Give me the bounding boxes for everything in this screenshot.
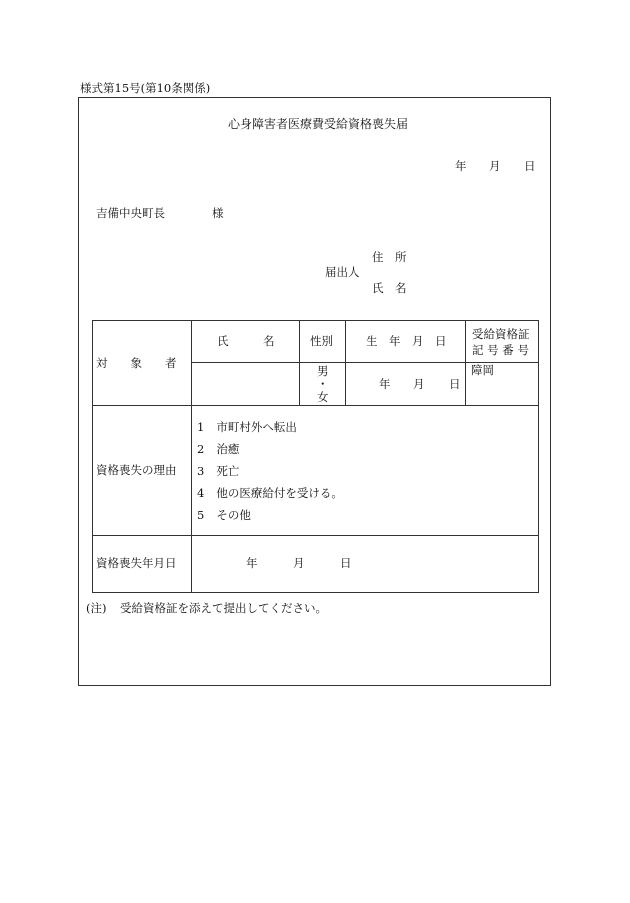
date-year-label: 年 — [455, 159, 467, 173]
reason-number: 2 — [197, 442, 205, 456]
sex-option-male: 男 — [317, 364, 329, 378]
birth-month-label: 月 — [413, 377, 425, 391]
applicant-role-label: 届出人 — [325, 265, 360, 279]
sex-option-separator: ・ — [317, 377, 329, 391]
loss-year-label: 年 — [246, 556, 258, 570]
birthdate-header: 生 年 月 日 — [366, 334, 447, 348]
birth-day-label: 日 — [449, 377, 461, 391]
loss-day-label: 日 — [340, 556, 352, 570]
applicant-address-label: 住 所 — [372, 250, 407, 264]
applicant-name-label: 氏 名 — [372, 281, 407, 295]
loss-date-label: 資格喪失年月日 — [96, 556, 177, 570]
reason-text: 治癒 — [216, 442, 240, 456]
addressee-name: 吉備中央町長 — [96, 206, 165, 220]
form-title: 心身障害者医療費受給資格喪失届 — [228, 117, 409, 131]
reason-number: 1 — [197, 420, 205, 434]
reason-item-3 — [197, 464, 239, 478]
date-day-label: 日 — [524, 159, 536, 173]
certificate-prefix: 障岡 — [471, 363, 494, 377]
reason-text: その他 — [216, 508, 251, 522]
reason-item-4 — [197, 486, 343, 500]
certificate-header-line1: 受給資格証 — [472, 327, 530, 341]
reason-label: 資格喪失の理由 — [96, 463, 177, 477]
date-month-label: 月 — [489, 159, 501, 173]
note-label: (注) — [86, 601, 107, 615]
name-header: 氏 名 — [217, 334, 275, 348]
form-number: 様式第15号(第10条関係) — [80, 81, 211, 95]
note-text: 受給資格証を添えて提出してください。 — [120, 601, 327, 615]
reason-text: 市町村外へ転出 — [216, 420, 297, 434]
birth-year-label: 年 — [379, 377, 391, 391]
reason-item-2 — [197, 442, 239, 456]
reason-number: 5 — [197, 508, 205, 522]
reason-text: 他の医療給付を受ける。 — [216, 486, 343, 500]
reason-number: 3 — [197, 464, 205, 478]
certificate-header-line2: 記 号 番 号 — [472, 343, 529, 357]
subject-label: 対 象 者 — [96, 356, 177, 370]
form-frame — [78, 97, 551, 686]
reason-item-5 — [197, 508, 251, 522]
sex-option-female: 女 — [317, 390, 329, 404]
reason-number: 4 — [197, 486, 205, 500]
addressee-honorific: 様 — [212, 206, 224, 220]
loss-month-label: 月 — [293, 556, 305, 570]
reason-text: 死亡 — [216, 464, 240, 478]
reason-item-1 — [197, 420, 297, 434]
sex-header: 性別 — [310, 334, 333, 348]
